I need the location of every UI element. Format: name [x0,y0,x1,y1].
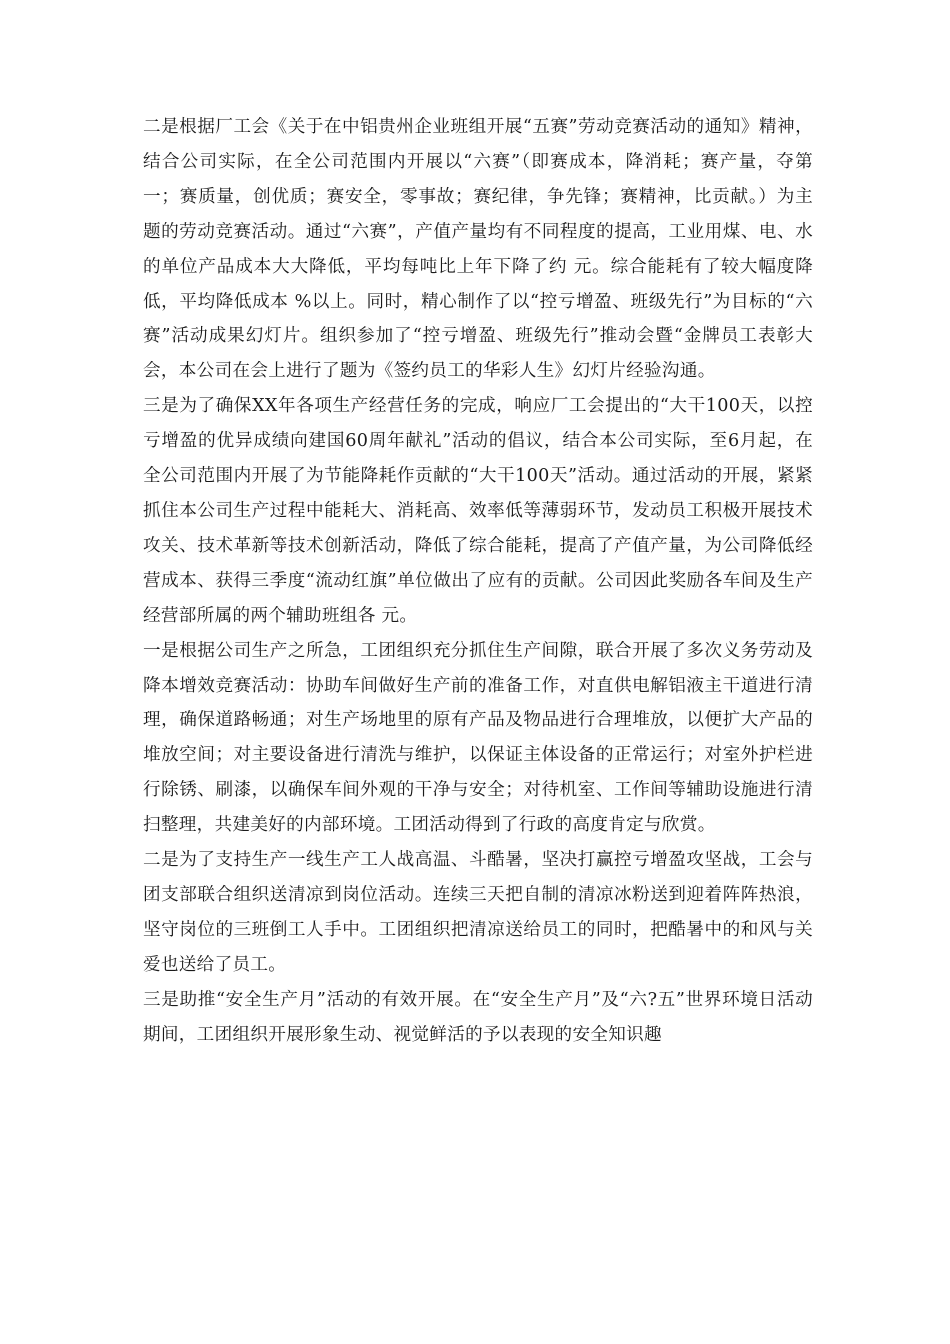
document-body [143,110,813,1052]
paragraph-safety-month: 三是助推“安全生产月”活动的有效开展。在“安全生产月”及“六?五”世界环境日活动期间，工团组织开展形象生动、视觉鲜活的予以表现的安全知识趣 [143,989,813,1045]
paragraph-liusai-competition: 二是根据厂工会《关于在中铝贵州企业班组开展“五赛”劳动竞赛活动的通知》精神，结合公司实际，在全公司范围内开展以“六赛”（即赛成本，降消耗；赛产量，夺第一；赛质量，创优质；赛安全，零事故；赛纪律，争先锋；赛精神，比贡献。）为主题的劳动竞赛活动。通过“六赛”，产值产量均有不同程度的提高，工业用煤、电、水的单位产品成本大大降低，平均每吨比上年下降了约 元。综合能耗有了较大幅度降低，平均降低成本 %以上。同时，精心制作了以“控亏增盈、班级先行”为目标的“六赛”活动成果幻灯片。组织参加了“控亏增盈、班级先行”推动会暨“金牌员工表彰大会，本公司在会上进行了题为《签约员工的华彩人生》幻灯片经验沟通。 [143,117,813,382]
paragraph-dagan-100-days: 三是为了确保XX年各项生产经营任务的完成，响应厂工会提出的“大干100天，以控亏增盈的优异成绩向建国60周年献礼”活动的倡议，结合本公司实际，至6月起，在全公司范围内开展了为节能降耗作贡献的“大干100天”活动。通过活动的开展，紧紧抓住本公司生产过程中能耗大、消耗高、效率低等薄弱环节，发动员工积极开展技术攻关、技术革新等技术创新活动，降低了综合能耗，提高了产值产量，为公司降低经营成本、获得三季度“流动红旗”单位做出了应有的贡献。公司因此奖励各车间及生产经营部所属的两个辅助班组各 元。 [143,396,813,626]
paragraph-voluntary-labor: 一是根据公司生产之所急，工团组织充分抓住生产间隙，联合开展了多次义务劳动及降本增效竞赛活动：协助车间做好生产前的准备工作，对直供电解铝液主干道进行清理，确保道路畅通；对生产场地里的原有产品及物品进行合理堆放，以便扩大产品的堆放空间；对主要设备进行清洗与维护，以保证主体设备的正常运行；对室外护栏进行除锈、刷漆，以确保车间外观的干净与安全；对待机室、工作间等辅助设施进行清扫整理，共建美好的内部环境。工团活动得到了行政的高度肯定与欣赏。 [143,640,813,836]
paragraph-summer-cooling: 二是为了支持生产一线生产工人战高温、斗酷暑，坚决打赢控亏增盈攻坚战，工会与团支部联合组织送清凉到岗位活动。连续三天把自制的清凉冰粉送到迎着阵阵热浪，坚守岗位的三班倒工人手中。工团组织把清凉送给员工的同时，把酷暑中的和风与关爱也送给了员工。 [143,850,813,975]
